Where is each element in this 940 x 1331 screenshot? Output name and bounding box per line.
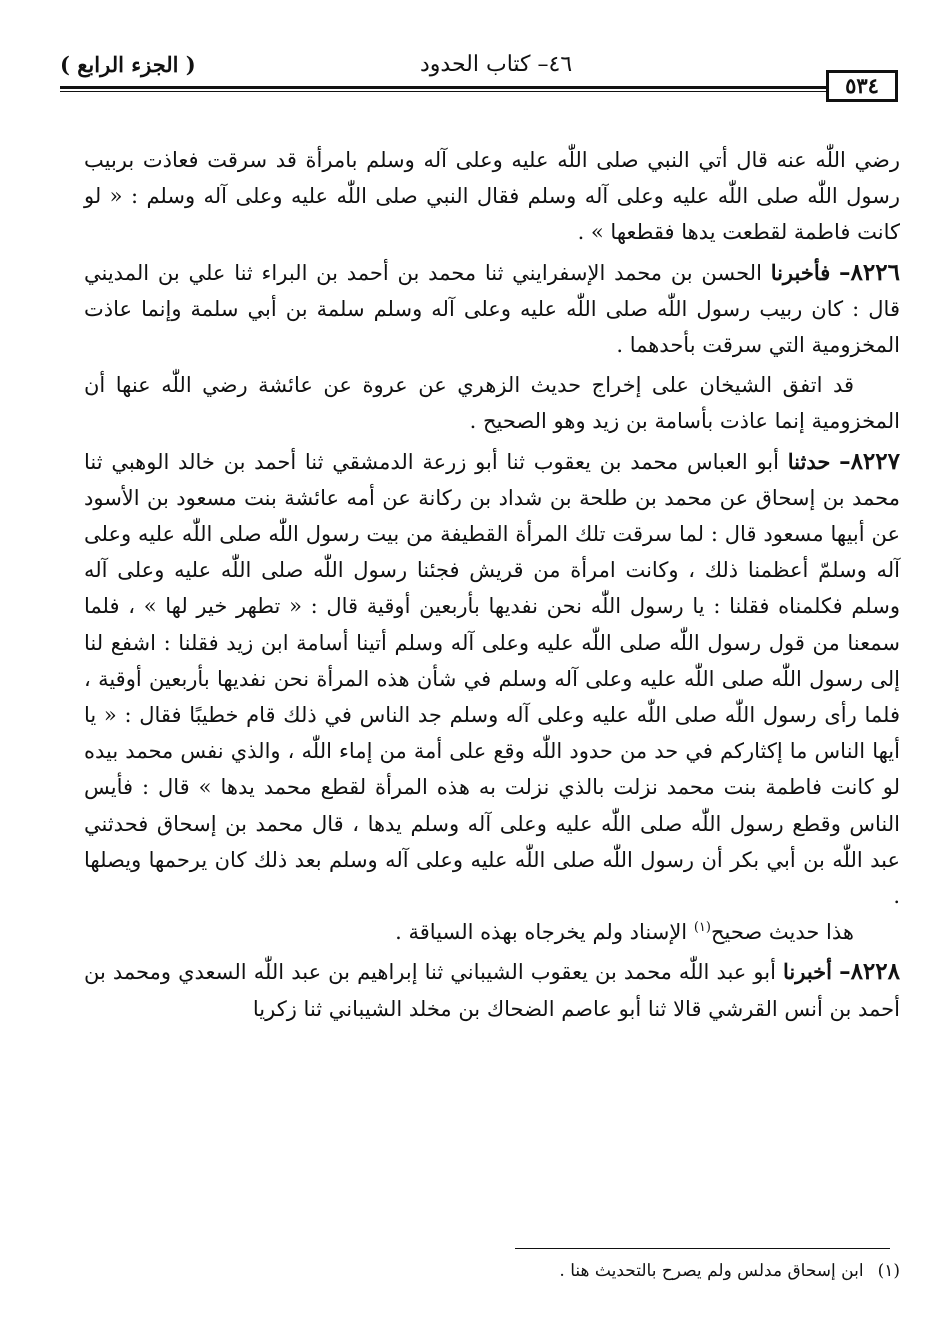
hadith-number: ٨٢٢٨– xyxy=(839,958,900,986)
page-header xyxy=(60,50,898,98)
footnote xyxy=(300,1258,900,1284)
chapter-title: ٤٦– كتاب الحدود xyxy=(420,52,573,77)
hadith-text: الحسن بن محمد الإسفرايني ثنا محمد بن أحمد بن البراء ثنا علي بن المديني قال : كان ربيب رسول اللّٰه صلى اللّٰه عليه وعلى آله وسلم سلمة بن أبي سلمة وإنما عاذت المخزومية التي سرقت بأحدهما . xyxy=(84,260,900,358)
hadith-lead-word: فأخبرنا xyxy=(770,259,831,285)
hadith-8227 xyxy=(84,444,900,915)
footnote-text: ابن إسحاق مدلس ولم يصرح بالتحديث هنا . xyxy=(559,1261,864,1281)
hadith-8228 xyxy=(84,954,900,1026)
hadith-number: ٨٢٢٦– xyxy=(839,258,900,286)
paragraph-continuation: رضي اللّٰه عنه قال أتي النبي صلى اللّٰه عليه وعلى آله وسلم بامرأة قد سرقت فعاذت بربيب رسول اللّٰه صلى اللّٰه عليه وعلى آله وسلم فقال النبي صلى اللّٰه عليه وعلى آله وسلم : « لو كانت فاطمة لقطعت يدها فقطعها » . xyxy=(84,148,900,245)
volume-label: ( الجزء الرابع ) xyxy=(60,52,196,77)
footnote-separator xyxy=(515,1248,890,1249)
hadith-number: ٨٢٢٧– xyxy=(839,447,900,475)
footnote-reference: (١) xyxy=(693,920,711,936)
hadith-lead-word: أخبرنا xyxy=(783,959,832,985)
header-rule xyxy=(60,86,828,89)
footnote-marker: (١) xyxy=(877,1261,900,1281)
grading-paragraph xyxy=(84,914,900,950)
hadith-8226 xyxy=(84,255,900,364)
grading-text-rest: الإسناد ولم يخرجاه بهذه السياقة . xyxy=(395,920,694,945)
hadith-text: أبو العباس محمد بن يعقوب ثنا أبو زرعة الدمشقي ثنا أحمد بن خالد الوهبي ثنا محمد بن إسحاق عن محمد بن طلحة بن شداد بن ركانة عن أمه عائشة بنت مسعود بن الأسود عن أبيها مسعود قال : لما سرقت تلك المرأة القطيفة من بيت رسول اللّٰه صلى اللّٰه عليه وعلى آله وسلمّ أعظمنا ذلك ، وكانت امرأة من قريش فجئنا رسول اللّٰه صلى اللّٰه عليه وعلى آله وسلم فكلمناه فقلنا : يا رسول اللّٰه نحن نفديها بأربعين أوقية قال : « تطهر خير لها » ، فلما سمعنا من قول رسول اللّٰه صلى اللّٰه عليه وعلى آله وسلم أتينا أسامة ابن زيد فقلنا : اشفع لنا إلى رسول اللّٰه صلى اللّٰه عليه وعلى آله وسلم في شأن هذه المرأة نحن نفديها بأربعين أوقية ، فلما رأى رسول اللّٰه صلى اللّٰه عليه وعلى آله وسلم جد الناس في ذلك قام خطيبًا فقال : « يا أيها الناس ما إكثاركم في حد من حدود اللّٰه وقع على أمة من إماء اللّٰه ، والذي نفس محمد بيده لو كانت فاطمة بنت محمد نزلت بالذي نزلت به هذه المرأة لقطع محمد يدها » قال : فأيس الناس وقطع رسول اللّٰه صلى اللّٰه عليه وعلى آله وسلم يدها ، قال محمد بن إسحاق فحدثني عبد اللّٰه بن أبي بكر أن رسول اللّٰه صلى اللّٰه عليه وعلى آله وسلم بعد ذلك كان يرحمها ويصلها . xyxy=(84,449,900,909)
main-text xyxy=(84,142,900,1027)
page-number: ٥٣٤ xyxy=(826,70,898,102)
hadith-text: أبو عبد اللّٰه محمد بن يعقوب الشيباني ثنا إبراهيم بن عبد اللّٰه السعدي ومحمد بن أحمد بن أنس القرشي قالا ثنا أبو عاصم الضحاك بن مخلد الشيباني ثنا زكريا xyxy=(84,960,900,1021)
grading-text: هذا حديث صحيح xyxy=(710,920,854,945)
commentary-paragraph: قد اتفق الشيخان على إخراج حديث الزهري عن عروة عن عائشة رضي اللّٰه عنها أن المخزومية إنما عاذت بأسامة بن زيد وهو الصحيح . xyxy=(84,373,900,434)
hadith-lead-word: حدثنا xyxy=(787,448,831,474)
header-rule-thin xyxy=(60,91,828,92)
